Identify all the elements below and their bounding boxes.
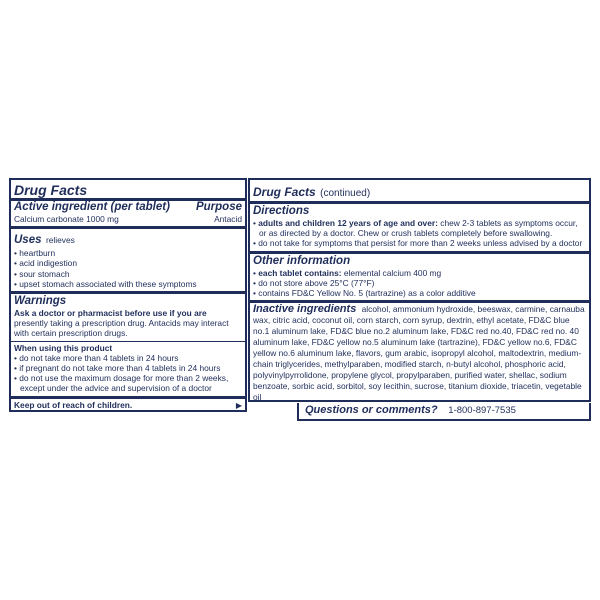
continued-title-section [250, 180, 589, 201]
uses-section [11, 226, 245, 291]
other-information-item: • each tablet contains: elemental calcium 400 mg [253, 267, 442, 278]
inactive-ingredients-text: alcohol, ammonium hydroxide, beeswax, carmine, carnauba wax, citric acid, coconut oil, corn starch, corn syrup, dextrin, ethyl acetate, FD&C blue no.1 aluminum lake, FD&C blue no.2 aluminum lake, FD&C red no.40, FD&C red no. 40 aluminum lake, FD&C yellow no.5 aluminum lake (tartrazine), FD&C yellow no.6, FD&C yellow no.6 aluminum lake, flavors, gum arabic, isopropyl alcohol, maltodextrin, medium-chain triglycerides, methylparaben, modified starch, n-butyl alcohol, phosphoric acid, polyvinylpyrrolidone, propylene glycol, propylparaben, purified water, shellac, sodium benzoate, sorbic acid, sorbitol, soy lecithin, sucrose, titanium dioxide, triacetin, vegetable oil [253, 304, 585, 403]
drug-facts-title-section [11, 180, 245, 198]
purpose-heading: Purpose [195, 201, 242, 213]
other-information-item: • contains FD&C Yellow No. 5 (tartrazine) as a color additive [253, 288, 476, 299]
directions-heading: Directions [253, 205, 310, 217]
questions-box [297, 403, 591, 421]
uses-item: • upset stomach associated with these symptoms [14, 279, 242, 289]
active-ingredient-heading: Active ingredient (per tablet) [14, 201, 170, 213]
when-using-heading: When using this product [14, 342, 113, 353]
questions-phone: 1-800-897-7535 [448, 405, 516, 416]
uses-item: • heartburn [14, 248, 242, 258]
warnings-text: presently taking a prescription drug. Antacids may interact with certain prescription drugs. [14, 318, 229, 339]
drug-facts-panel-left [9, 178, 247, 412]
continued-title: Drug Facts [253, 185, 316, 199]
warnings-ask-doctor: Ask a doctor or pharmacist before use if you are [14, 308, 207, 319]
other-information-section [250, 251, 589, 301]
uses-item: • sour stomach [14, 269, 242, 279]
keep-out-text: Keep out of reach of children. [14, 399, 133, 410]
other-information-heading: Other information [253, 254, 351, 267]
uses-heading: Uses [14, 234, 42, 247]
continue-arrow-icon: ▶ [235, 400, 242, 410]
drug-facts-title: Drug Facts [14, 182, 88, 198]
continued-suffix: (continued) [320, 188, 371, 199]
questions-label: Questions or comments? [305, 404, 438, 416]
other-information-item: • do not store above 25°C (77°F) [253, 277, 375, 288]
keep-out-section [11, 396, 245, 411]
when-using-item: • do not take more than 4 tablets in 24 hours [14, 353, 242, 363]
when-using-item: • do not use the maximum dosage for more than 2 weeks, except under the advice and supervision of a doctor [14, 373, 242, 395]
drug-facts-panel-right [248, 178, 591, 402]
when-using-item: • if pregnant do not take more than 4 tablets in 24 hours [14, 363, 242, 373]
purpose-value: Antacid [214, 214, 242, 224]
active-ingredient-section [11, 198, 245, 226]
directions-item: • adults and children 12 years of age and over: chew 2-3 tablets as symptoms occur, or as directed by a doctor. Chew or crush tablets completely before swallowing. [253, 218, 578, 239]
inactive-ingredients-heading: Inactive ingredients [253, 303, 357, 316]
uses-intro: relieves [45, 235, 75, 246]
active-ingredient-value: Calcium carbonate 1000 mg [14, 214, 119, 224]
warnings-section [11, 291, 245, 396]
inactive-ingredients-section [250, 300, 589, 403]
warnings-heading: Warnings [14, 295, 67, 308]
uses-item: • acid indigestion [14, 258, 242, 268]
directions-item: • do not take for symptoms that persist for more than 2 weeks unless advised by a doctor [253, 238, 583, 249]
directions-section [250, 201, 589, 251]
